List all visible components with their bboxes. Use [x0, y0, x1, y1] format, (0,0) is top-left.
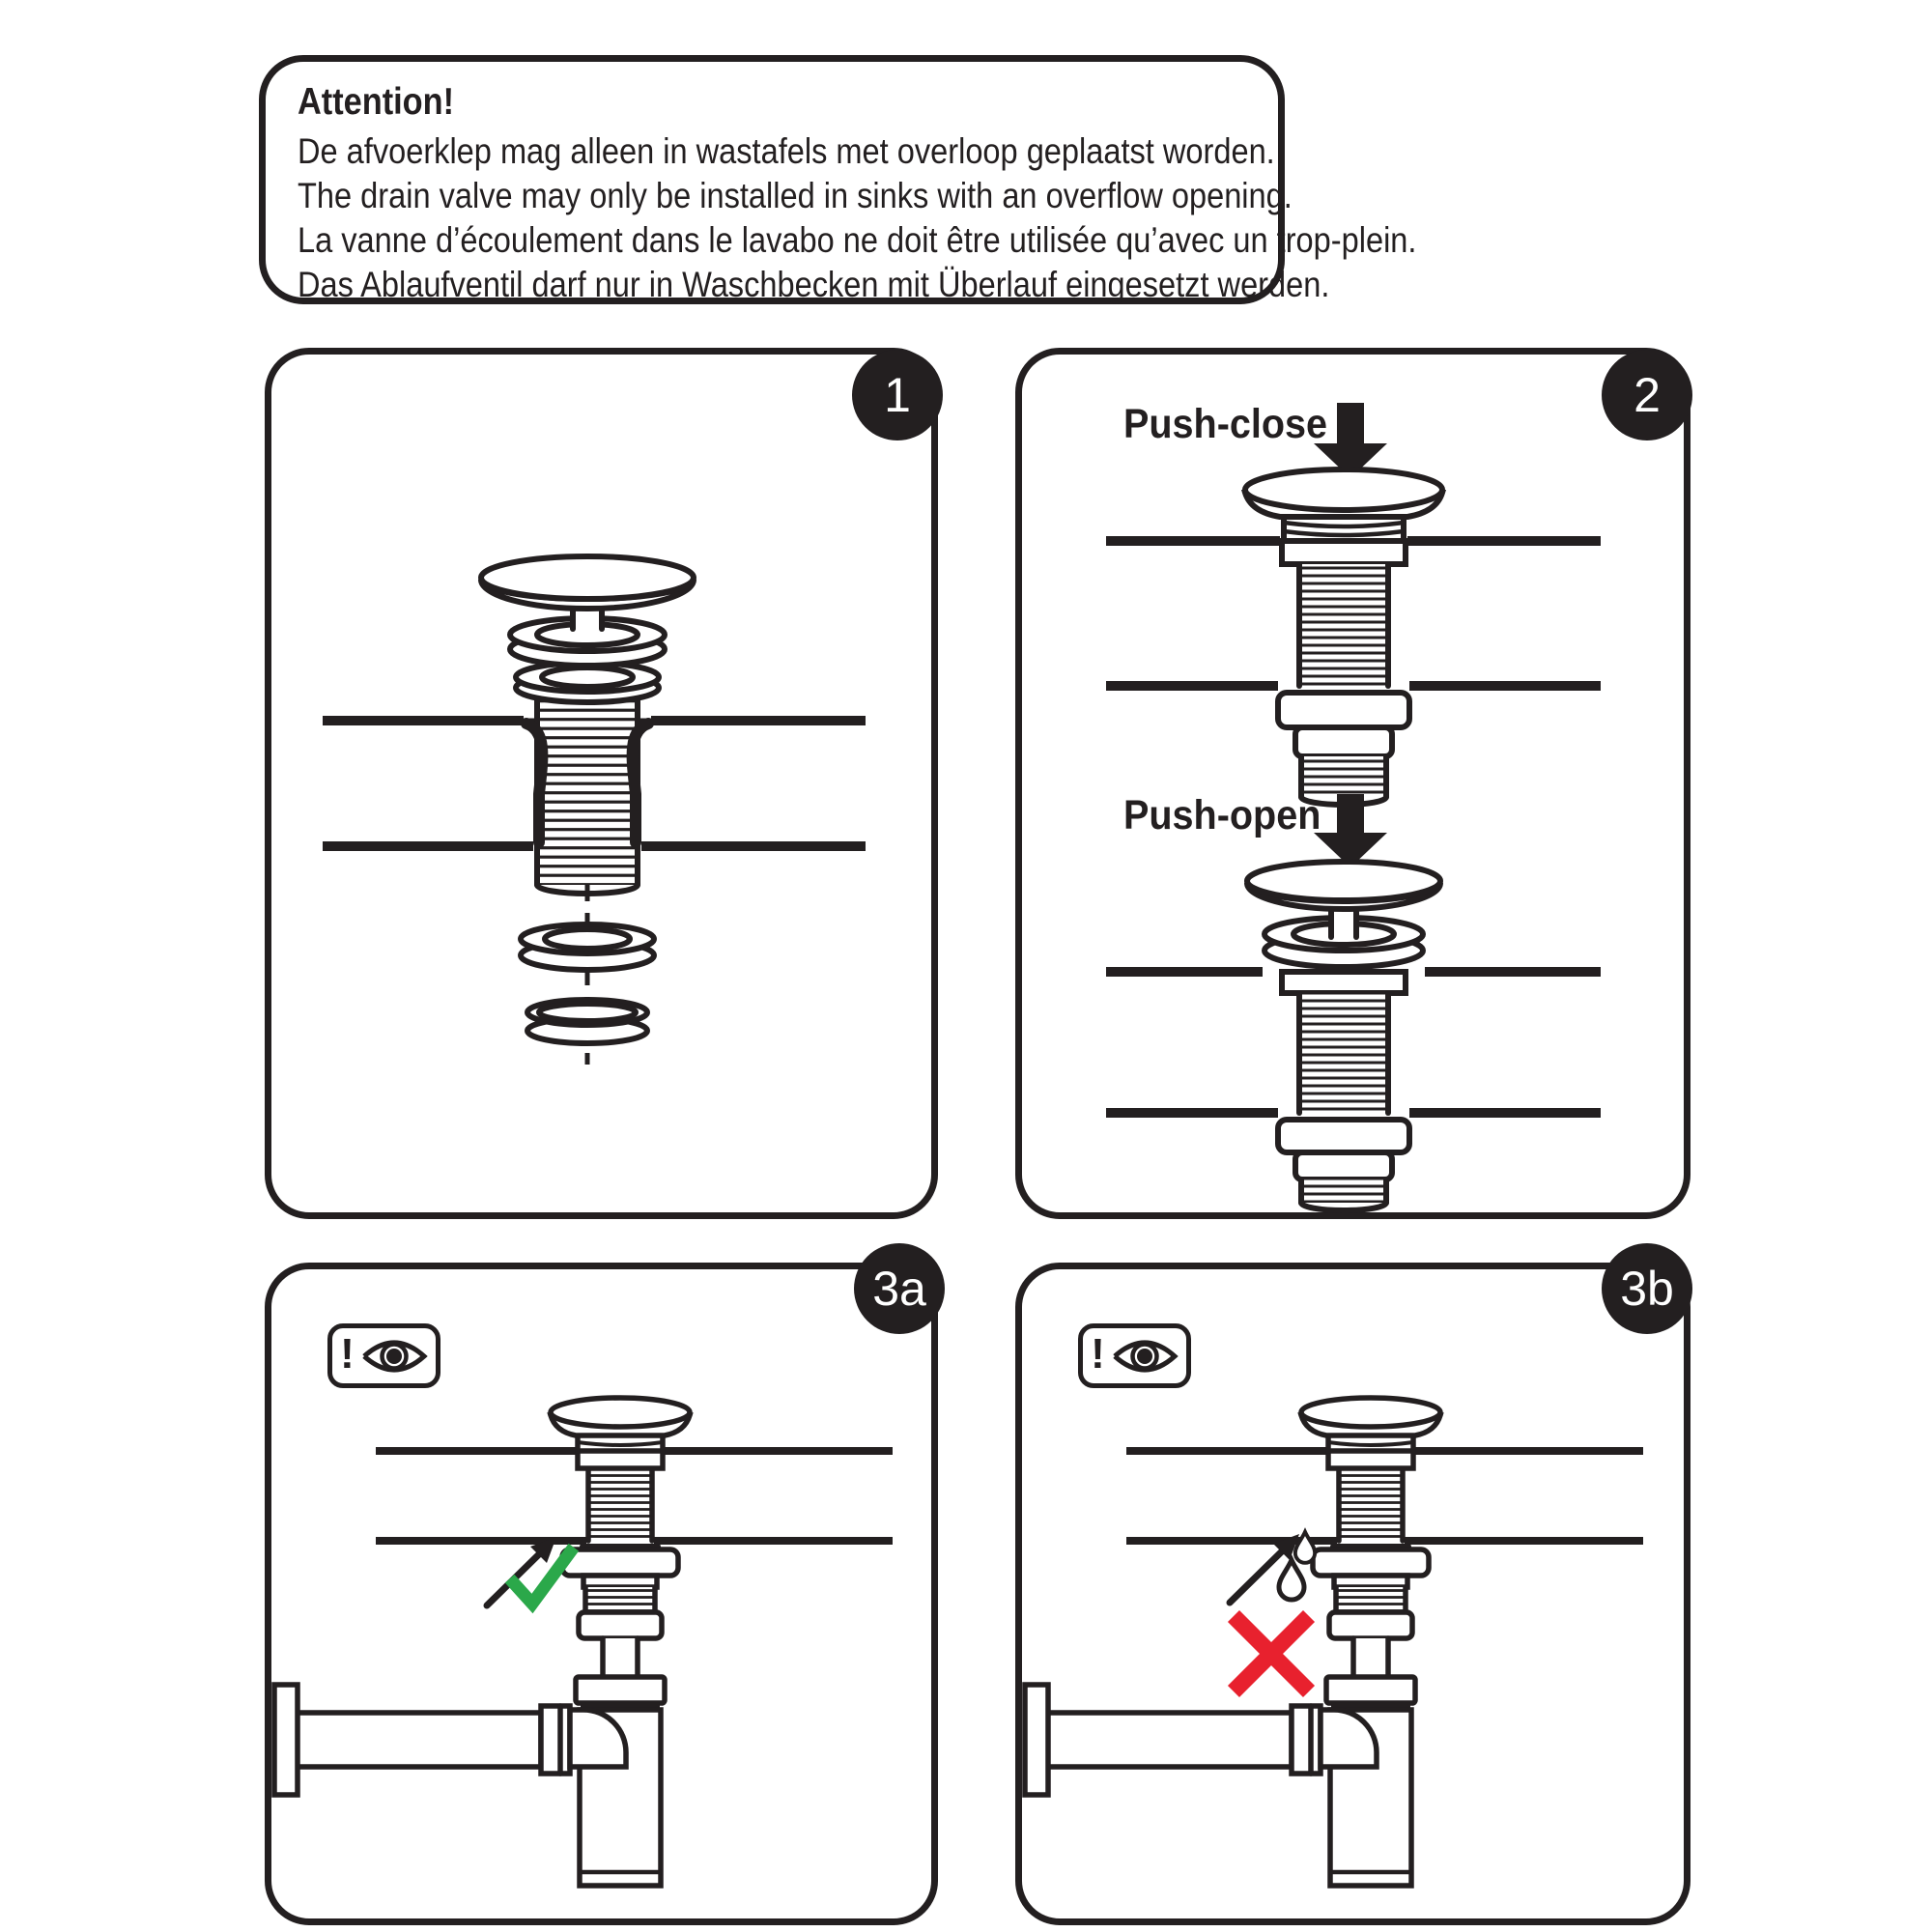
locknut — [1295, 1152, 1392, 1179]
step-2-badge: 2 — [1602, 350, 1692, 440]
eye-icon — [360, 1335, 428, 1378]
eye-icon — [1111, 1335, 1179, 1378]
locknut — [1329, 1612, 1412, 1638]
trap-top-nut — [576, 1677, 665, 1703]
threaded-tail — [1336, 1587, 1406, 1612]
visual-check-icon — [1078, 1323, 1191, 1388]
threaded-body — [1339, 1468, 1403, 1541]
valve-cap — [551, 1398, 690, 1435]
tailpipe — [603, 1638, 638, 1677]
wall-plate — [1025, 1685, 1048, 1795]
cross-icon — [1239, 1622, 1303, 1686]
siphon-trap — [1025, 1638, 1415, 1886]
leak-annotation — [1230, 1532, 1315, 1686]
threaded-body — [1299, 993, 1388, 1113]
panel-step-1 — [265, 348, 938, 1219]
alert-exclamation: ! — [1091, 1329, 1105, 1378]
flange — [1278, 693, 1409, 727]
attention-line-nl: De afvoerklep mag alleen in wastafels met overloop geplaatst worden. — [298, 131, 1275, 171]
wall-pipe — [294, 1713, 541, 1767]
step1-exploded-view-illustration — [265, 348, 938, 1219]
locknut — [1295, 727, 1392, 756]
compression-nut — [541, 1706, 570, 1774]
sealing-ring — [527, 1000, 647, 1043]
threaded-body — [537, 688, 638, 894]
step-3b-badge: 3b — [1602, 1243, 1692, 1334]
push-open-label: Push-open — [1123, 792, 1321, 838]
locknut — [579, 1612, 662, 1638]
siphon-trap — [274, 1638, 665, 1886]
attention-title: Attention! — [298, 81, 455, 123]
tailpipe — [1353, 1638, 1388, 1677]
valve-cap — [1301, 1398, 1440, 1435]
threaded-tail — [1301, 1179, 1386, 1210]
checkmark-icon — [514, 1552, 570, 1604]
valve-open-diagram — [1106, 794, 1601, 1210]
attention-line-en: The drain valve may only be installed in sinks with an overflow opening. — [298, 176, 1293, 215]
valve-cap — [1247, 862, 1440, 909]
valve-cap — [481, 556, 694, 609]
attention-box — [259, 55, 1417, 304]
valve-closed-diagram — [1106, 403, 1601, 805]
step-3a-badge: 3a — [854, 1243, 945, 1334]
compression-nut — [1292, 1706, 1321, 1774]
panel-step-3b — [1015, 1263, 1690, 1925]
threaded-body — [1299, 564, 1388, 686]
alert-exclamation: ! — [340, 1329, 355, 1378]
flange — [562, 1549, 678, 1576]
threaded-tail — [585, 1587, 655, 1612]
wall-pipe — [1044, 1713, 1292, 1767]
check-annotation — [487, 1537, 570, 1605]
attention-line-de: Das Ablaufventil darf nur in Waschbecken mit Überlauf eingesetzt werden. — [298, 265, 1330, 304]
locknut-ring — [521, 924, 654, 970]
flange — [1313, 1549, 1429, 1576]
step2-operation-illustration — [1015, 348, 1690, 1219]
attention-line-fr: La vanne d’écoulement dans le lavabo ne doit être utilisée qu’avec un trop-plein. — [298, 220, 1417, 260]
trap-top-nut — [1326, 1677, 1415, 1703]
flange — [1278, 1120, 1409, 1152]
panel-step-2 — [1015, 348, 1690, 1219]
valve-cap — [1245, 469, 1442, 517]
threaded-body — [588, 1468, 652, 1541]
step-1-badge: 1 — [852, 350, 943, 440]
seal-washer — [516, 663, 659, 702]
wall-plate — [274, 1685, 298, 1795]
visual-check-icon — [327, 1323, 440, 1388]
push-close-label: Push-close — [1123, 401, 1328, 447]
panel-step-3a — [265, 1263, 938, 1925]
drain-valve-installed — [1126, 1398, 1643, 1638]
drain-valve-installed — [376, 1398, 893, 1638]
